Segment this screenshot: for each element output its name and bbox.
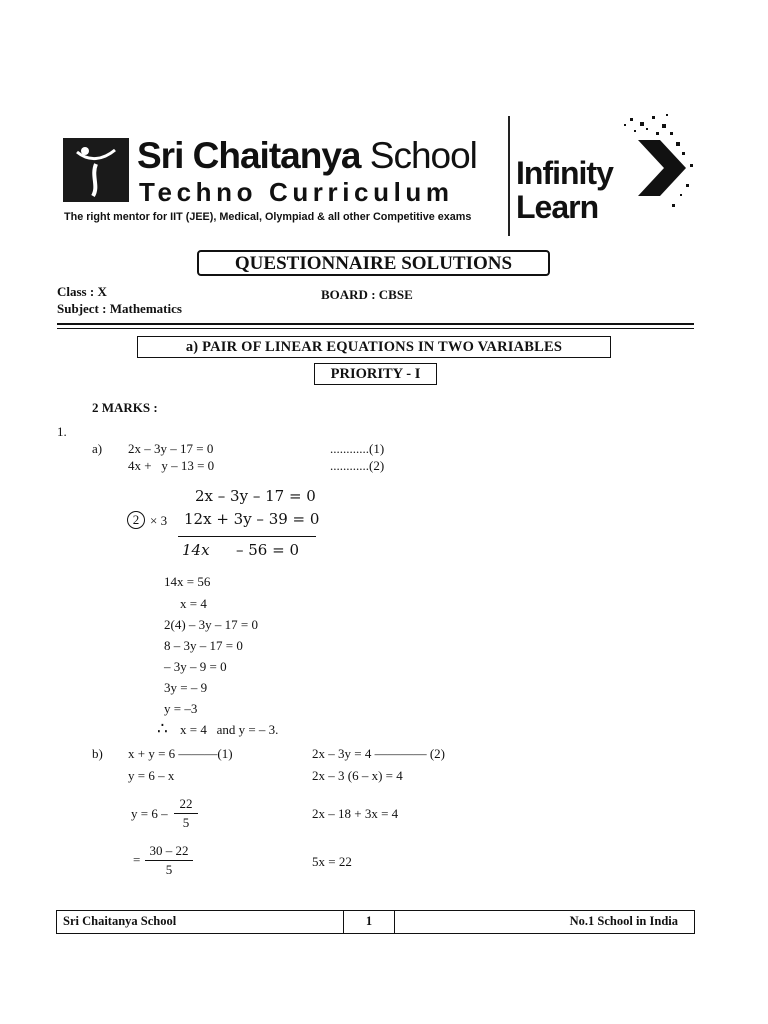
part-a-eq1-ref: ............(1) — [330, 441, 385, 456]
fraction2-bar — [145, 860, 193, 861]
elimination-line1: 2x – 3y – 17 = 0 — [195, 487, 316, 505]
page-footer — [56, 910, 695, 934]
footer-tagline: No.1 School in India — [569, 914, 678, 928]
fraction1-prefix: y = 6 – — [131, 806, 168, 821]
title-rule-bottom — [57, 328, 694, 329]
fraction2-numerator: 30 – 22 — [149, 843, 189, 858]
part-a-eq1: 2x – 3y – 17 = 0 — [128, 441, 214, 456]
chevron-arrow-icon — [610, 112, 700, 222]
step-1: 14x = 56 — [164, 574, 211, 589]
step-7: y = –3 — [164, 701, 198, 716]
footer-school-name: Sri Chaitanya School — [63, 914, 177, 928]
fraction1 — [174, 796, 198, 831]
part-a-conclusion: x = 4 and y = – 3. — [180, 722, 279, 737]
question-number: 1. — [57, 424, 67, 439]
step-5: – 3y – 9 = 0 — [164, 659, 227, 674]
step-6: 3y = – 9 — [164, 680, 208, 695]
therefore-symbol: ∴ — [157, 719, 168, 739]
part-b-left-step1: y = 6 – x — [128, 768, 175, 783]
multiplier: × 3 — [150, 513, 168, 528]
marks-heading: 2 MARKS : — [92, 400, 158, 415]
header-divider — [508, 116, 510, 236]
school-tagline: The right mentor for IIT (JEE), Medical, Olympiad & all other Competitive exams — [64, 211, 472, 223]
subject-label: Subject : Mathematics — [57, 301, 182, 316]
elimination-line2: 12x + 3y – 39 = 0 — [184, 510, 320, 528]
fraction1-numerator: 22 — [179, 796, 193, 811]
elimination-rule — [178, 536, 316, 537]
footer-divider-right — [394, 911, 395, 933]
curriculum-title: Techno Curriculum — [139, 177, 454, 207]
step-2: x = 4 — [180, 596, 207, 611]
multiplier-circle — [127, 511, 145, 529]
part-a-eq2: 4x + y – 13 = 0 — [128, 458, 215, 473]
fraction1-bar — [174, 813, 198, 814]
chapter-title: a) PAIR OF LINEAR EQUATIONS IN TWO VARIABLES — [137, 336, 611, 358]
footer-page-number: 1 — [365, 914, 373, 928]
part-b-eq2: 2x – 3y = 4 ———— (2) — [312, 746, 445, 761]
partner-line2: Learn — [516, 189, 599, 225]
part-a-label: a) — [92, 441, 103, 456]
board-label: BOARD : CBSE — [321, 287, 413, 302]
class-label: Class : X — [57, 284, 107, 299]
fraction2 — [145, 843, 193, 878]
part-b-right-step2: 2x – 18 + 3x = 4 — [312, 806, 399, 821]
priority-label: PRIORITY - I — [314, 363, 437, 385]
part-b-label: b) — [92, 746, 103, 761]
fraction2-denominator: 5 — [165, 862, 173, 877]
partner-line1: Infinity — [516, 155, 613, 191]
fraction2-prefix: = — [133, 852, 141, 867]
elimination-result-right: – 56 = 0 — [236, 541, 300, 559]
elimination-result-left: 14x — [182, 541, 210, 559]
school-name-light: School — [369, 135, 477, 176]
fraction1-denominator: 5 — [182, 815, 190, 830]
document-title: QUESTIONNAIRE SOLUTIONS — [197, 250, 550, 276]
multiplier-circle-number: 2 — [132, 512, 140, 527]
school-name-bold: Sri Chaitanya — [137, 135, 361, 176]
part-b-eq1: x + y = 6 ———(1) — [128, 746, 233, 761]
school-emblem-icon — [63, 138, 129, 202]
step-3: 2(4) – 3y – 17 = 0 — [164, 617, 258, 632]
part-a-eq2-ref: ............(2) — [330, 458, 385, 473]
step-4: 8 – 3y – 17 = 0 — [164, 638, 243, 653]
part-b-right-step1: 2x – 3 (6 – x) = 4 — [312, 768, 403, 783]
title-rule-top — [57, 323, 694, 325]
part-b-right-step3: 5x = 22 — [312, 854, 352, 869]
